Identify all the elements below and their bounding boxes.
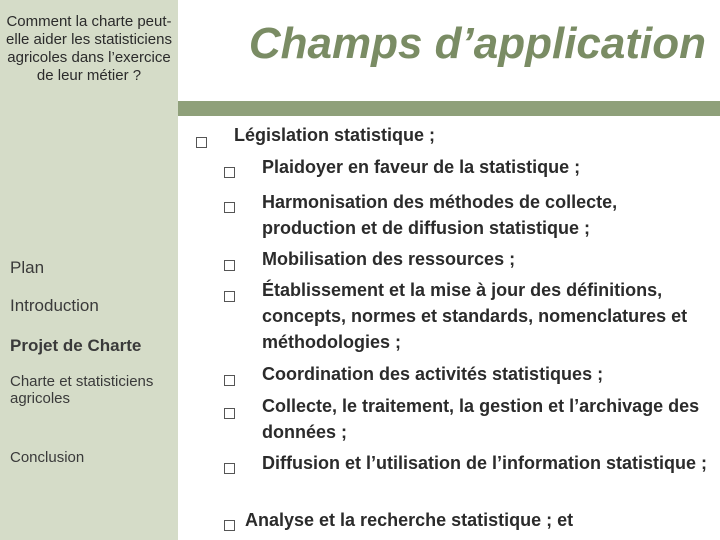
nav-conclusion[interactable]: Conclusion (10, 449, 85, 466)
bullet-item: Mobilisation des ressources ; (262, 249, 516, 269)
bullet-item: Analyse et la recherche statistique ; et (245, 510, 574, 530)
bullet-box-icon (224, 202, 235, 213)
bullet-item: Diffusion et l’utilisation de l’information statistique ; (262, 453, 708, 473)
bullet-box-icon (224, 291, 235, 302)
bullet-box-icon (224, 167, 235, 178)
sidebar-question: Comment la charte peut-elle aider les statisticiens agricoles dans l’exercice de leur métier ? (6, 13, 172, 84)
nav-plan[interactable]: Plan (10, 258, 45, 277)
bullet-box-icon (224, 260, 235, 271)
bullet-box-icon (224, 375, 235, 386)
nav-introduction[interactable]: Introduction (10, 296, 99, 315)
slide-title: Champs d’application (248, 19, 706, 68)
bullet-box-icon (224, 520, 235, 531)
bullet-item: Harmonisation des méthodes de collecte, production et de diffusion statistique ; (262, 192, 618, 238)
bullet-item: Plaidoyer en faveur de la statistique ; (262, 157, 581, 177)
bullet-box-icon (196, 137, 207, 148)
bullet-item: Coordination des activités statistiques ; (262, 364, 604, 384)
bullet-item: Législation statistique ; (234, 125, 436, 145)
title-underline-bar (178, 101, 720, 116)
bullet-box-icon (224, 463, 235, 474)
nav-projet-de-charte[interactable]: Projet de Charte (10, 336, 142, 355)
nav-charte-statisticiens[interactable]: Charte et statisticiens agricoles (10, 373, 154, 407)
sidebar (0, 0, 178, 540)
bullet-box-icon (224, 408, 235, 419)
bullet-item: Collecte, le traitement, la gestion et l’archivage des données ; (262, 396, 700, 442)
bullet-item: Établissement et la mise à jour des définitions, concepts, normes et standards, nomenclatures et méthodologies ; (262, 280, 688, 352)
